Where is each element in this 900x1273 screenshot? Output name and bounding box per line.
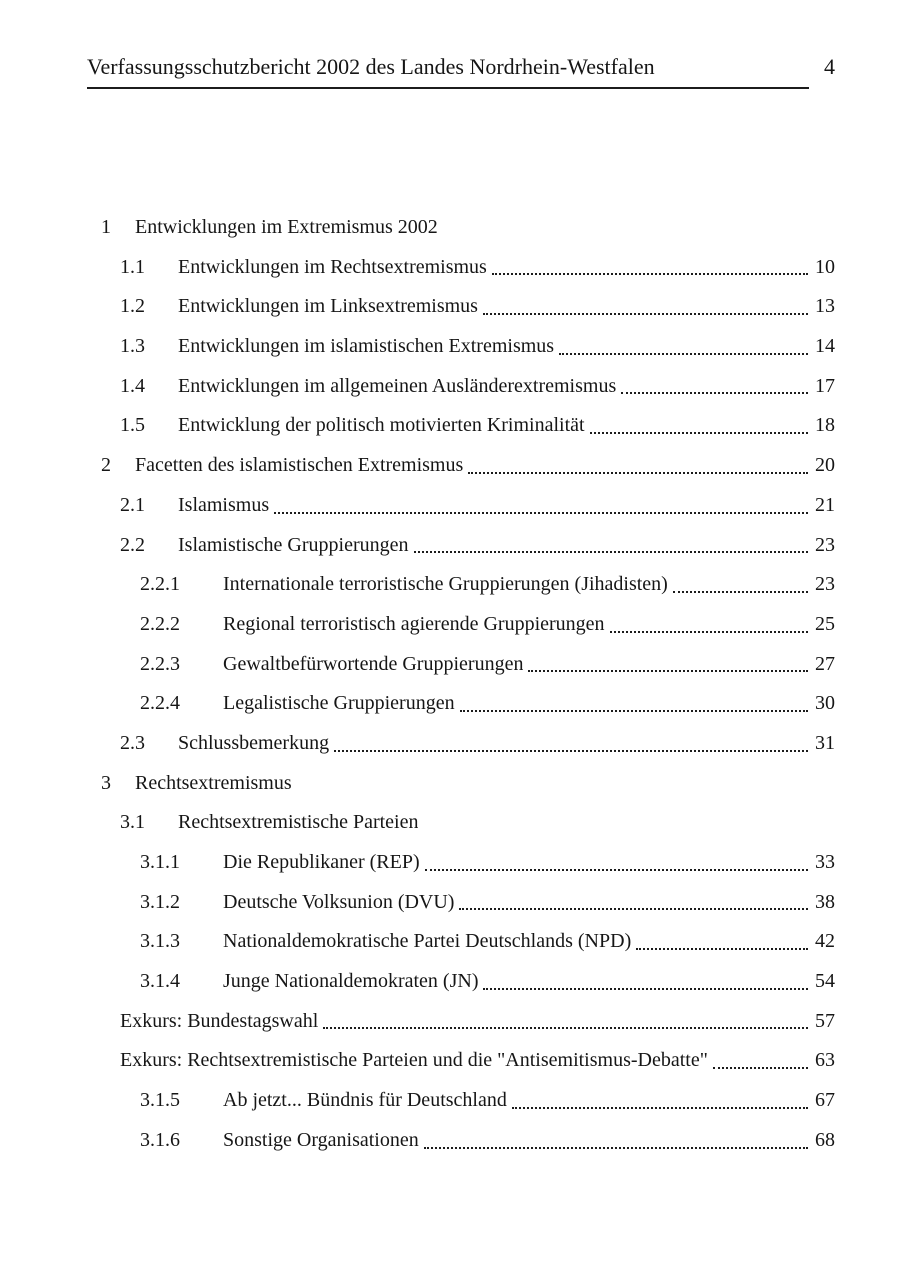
page-header	[87, 54, 835, 89]
dot-leader	[323, 1002, 808, 1030]
toc-entry-title: Nationaldemokratische Partei Deutschlands (NPD)	[223, 930, 632, 953]
toc-entry-title: Junge Nationaldemokraten (JN)	[223, 970, 479, 993]
toc-entry-title: Regional terroristisch agierende Gruppierungen	[223, 612, 605, 635]
toc-entry-title: Rechtsextremistische Parteien	[178, 811, 419, 834]
toc-entry-page: 54	[815, 970, 835, 993]
dot-leader	[460, 684, 808, 712]
toc-entry-number: 2.2	[120, 533, 145, 556]
toc-entry-number: 2.2.2	[140, 612, 180, 635]
dot-leader	[492, 248, 808, 276]
toc-entry	[101, 1121, 835, 1161]
dot-leader	[673, 565, 808, 593]
toc-entry	[101, 446, 835, 486]
toc-entry-title: Islamismus	[178, 493, 270, 516]
dot-leader	[512, 1081, 808, 1109]
toc-entry	[101, 327, 835, 367]
toc-entry	[101, 1041, 835, 1081]
toc-entry-number: 1.4	[120, 374, 145, 397]
toc-entry-number: 1	[101, 216, 111, 238]
dot-leader	[483, 962, 808, 990]
toc-entry	[101, 684, 835, 724]
toc-entry-title: Entwicklungen im Linksextremismus	[178, 295, 478, 318]
toc-entry-number: 1.5	[120, 414, 145, 437]
toc-entry-title: Internationale terroristische Gruppierungen (Jihadisten)	[223, 573, 668, 596]
toc-entry-number: 3.1.6	[140, 1128, 180, 1151]
toc-entry-number: 1.1	[120, 255, 145, 278]
toc-entry-title: Exkurs: Rechtsextremistische Parteien und die "Antisemitismus-Debatte"	[120, 1049, 708, 1072]
toc-entry	[101, 883, 835, 923]
toc-entry-page: 25	[815, 612, 835, 635]
toc-entry	[101, 208, 835, 248]
dot-leader	[334, 724, 808, 752]
toc-entry-title: Gewaltbefürwortende Gruppierungen	[223, 652, 524, 675]
toc-entry-title: Entwicklung der politisch motivierten Kriminalität	[178, 414, 585, 437]
dot-leader	[590, 406, 808, 434]
toc-entry-page: 31	[815, 731, 835, 754]
dot-leader	[528, 645, 808, 673]
toc-entry-title: Ab jetzt... Bündnis für Deutschland	[223, 1089, 507, 1112]
toc-entry	[101, 645, 835, 685]
toc-entry-page: 23	[815, 573, 835, 596]
toc-entry-number: 2.1	[120, 493, 145, 516]
toc-entry-page: 57	[815, 1009, 835, 1032]
dot-leader	[483, 287, 808, 315]
toc-entry-number: 2.2.3	[140, 652, 180, 675]
dot-leader	[621, 367, 808, 395]
toc-entry-title: Entwicklungen im Rechtsextremismus	[178, 255, 487, 278]
toc-entry	[101, 922, 835, 962]
toc-entry	[101, 565, 835, 605]
toc-entry-page: 33	[815, 851, 835, 873]
toc-entry-title: Legalistische Gruppierungen	[223, 692, 455, 715]
toc-entry-page: 42	[815, 930, 835, 953]
toc-entry	[101, 367, 835, 407]
dot-leader	[425, 843, 808, 871]
toc-entry-number: 2.3	[120, 731, 145, 754]
toc-entry	[101, 764, 835, 804]
toc-entry-number: 2	[101, 454, 111, 477]
toc-entry-page: 20	[815, 454, 835, 477]
toc-entry-title: Entwicklungen im islamistischen Extremismus	[178, 335, 555, 358]
toc-entry-title: Sonstige Organisationen	[223, 1128, 419, 1151]
toc-entry	[101, 724, 835, 764]
toc-entry-number: 3.1.2	[140, 890, 180, 913]
toc-entry-page: 30	[815, 692, 835, 715]
toc-entry-title: Deutsche Volksunion (DVU)	[223, 890, 455, 913]
toc-entry-page: 67	[815, 1089, 835, 1112]
toc-entry-page: 21	[815, 493, 835, 516]
toc-entry-title: Die Republikaner (REP)	[223, 851, 420, 873]
toc-entry-title: Entwicklungen im Extremismus 2002	[135, 216, 438, 238]
dot-leader	[559, 327, 808, 355]
toc-entry-page: 23	[815, 533, 835, 556]
toc-entry	[101, 526, 835, 566]
toc-entry-number: 1.3	[120, 335, 145, 358]
toc-entry-title: Facetten des islamistischen Extremismus	[135, 454, 464, 477]
toc-entry	[101, 248, 835, 288]
toc-entry-number: 3.1	[120, 811, 145, 834]
toc-entry-title: Schlussbemerkung	[178, 731, 330, 754]
toc-entry-number: 2.2.1	[140, 573, 180, 596]
toc-entry-title: Islamistische Gruppierungen	[178, 533, 409, 556]
toc-entry-page: 68	[815, 1128, 835, 1151]
toc-entry	[101, 1002, 835, 1042]
dot-leader	[636, 922, 808, 950]
dot-leader	[610, 605, 808, 633]
toc-entry-title: Entwicklungen im allgemeinen Ausländerextremismus	[178, 374, 617, 397]
dot-leader	[468, 446, 808, 474]
toc-entry-title: Rechtsextremismus	[135, 771, 292, 794]
header-title: Verfassungsschutzbericht 2002 des Landes Nordrhein-Westfalen	[87, 54, 809, 89]
dot-leader	[713, 1041, 808, 1069]
toc-entry-number: 3.1.5	[140, 1089, 180, 1112]
toc-entry-number: 3	[101, 771, 111, 794]
toc-entry-number: 3.1.3	[140, 930, 180, 953]
toc-entry-page: 13	[815, 295, 835, 318]
toc-entry	[101, 1081, 835, 1121]
toc-entry	[101, 287, 835, 327]
toc-entry-title: Exkurs: Bundestagswahl	[120, 1009, 319, 1032]
dot-leader	[414, 526, 809, 554]
header-page-number: 4	[824, 54, 835, 79]
toc-entry-page: 14	[815, 335, 835, 358]
dot-leader	[274, 486, 808, 514]
toc-entry-page: 63	[815, 1049, 835, 1072]
toc-entry	[101, 803, 835, 843]
toc-entry-number: 2.2.4	[140, 692, 180, 715]
dot-leader	[459, 883, 808, 911]
toc-entry	[101, 605, 835, 645]
toc-entry-page: 38	[815, 890, 835, 913]
toc-entry	[101, 486, 835, 526]
toc-entry-number: 1.2	[120, 295, 145, 318]
toc-entry-page: 17	[815, 374, 835, 397]
toc-entry-number: 3.1.4	[140, 970, 180, 993]
toc-entry-number: 3.1.1	[140, 851, 180, 873]
toc-entry	[101, 962, 835, 1002]
toc-entry	[101, 843, 835, 883]
toc-entry-page: 18	[815, 414, 835, 437]
toc-entry	[101, 406, 835, 446]
toc-entry-page: 27	[815, 652, 835, 675]
toc-entry-page: 10	[815, 255, 835, 278]
dot-leader	[424, 1121, 808, 1149]
table-of-contents	[101, 208, 835, 1161]
